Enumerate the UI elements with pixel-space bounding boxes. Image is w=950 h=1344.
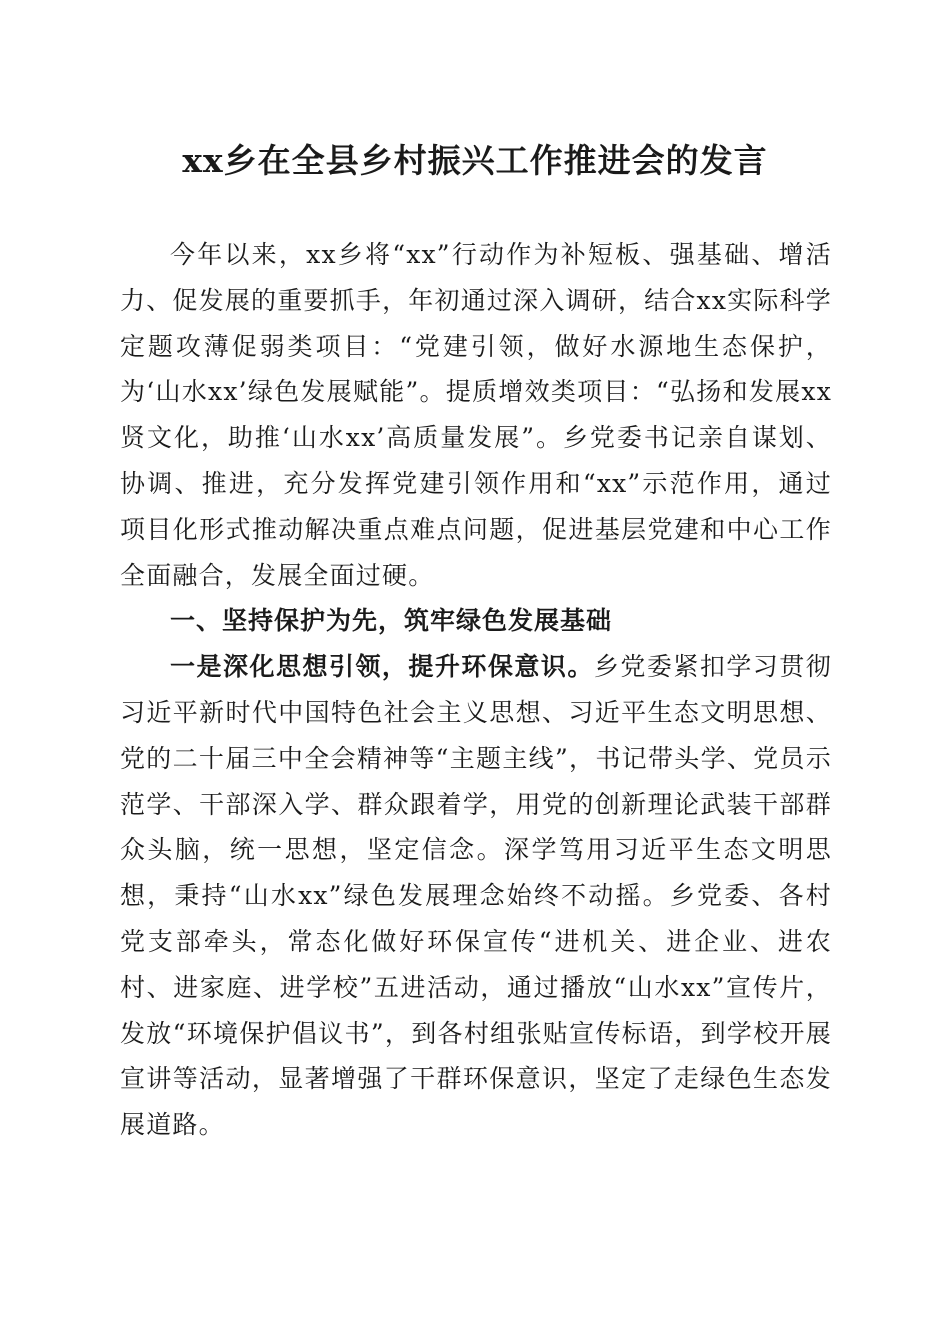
intro-paragraph: 今年以来，xx乡将“xx”行动作为补短板、强基础、增活力、促发展的重要抓手，年初通过深入调研，结合xx实际科学定题攻薄促弱类项目：“党建引领，做好水源地生态保护，为‘山水xx’绿色发展赋能”。提质增效类项目：“弘扬和发展xx贤文化，助推‘山水xx’高质量发展”。乡党委书记亲自谋划、协调、推进，充分发挥党建引领作用和“xx”示范作用，通过项目化形式推动解决重点难点问题，促进基层党建和中心工作全面融合，发展全面过硬。: [120, 240, 832, 590]
section-paragraph: [120, 644, 832, 1148]
paragraph-body: 乡党委紧扣学习贯彻习近平新时代中国特色社会主义思想、习近平生态文明思想、党的二十届三中全会精神等“主题主线”，书记带头学、党员示范学、干部深入学、群众跟着学，用党的创新理论武装干部群众头脑，统一思想，坚定信念。深学笃用习近平生态文明思想，秉持“山水xx”绿色发展理念始终不动摇。乡党委、各村党支部牵头，常态化做好环保宣传“进机关、进企业、进农村、进家庭、进学校”五进活动，通过播放“山水xx”宣传片，发放“环境保护倡议书”，到各村组张贴宣传标语，到学校开展宣讲等活动，显著增强了干群环保意识，坚定了走绿色生态发展道路。: [120, 652, 832, 1140]
section-heading: 一、坚持保护为先，筑牢绿色发展基础: [170, 606, 613, 636]
paragraph-lead: 一是深化思想引领，提升环保意识。: [170, 652, 594, 682]
document-title: xx乡在全县乡村振兴工作推进会的发言: [182, 141, 768, 180]
document-body: [120, 232, 832, 1148]
